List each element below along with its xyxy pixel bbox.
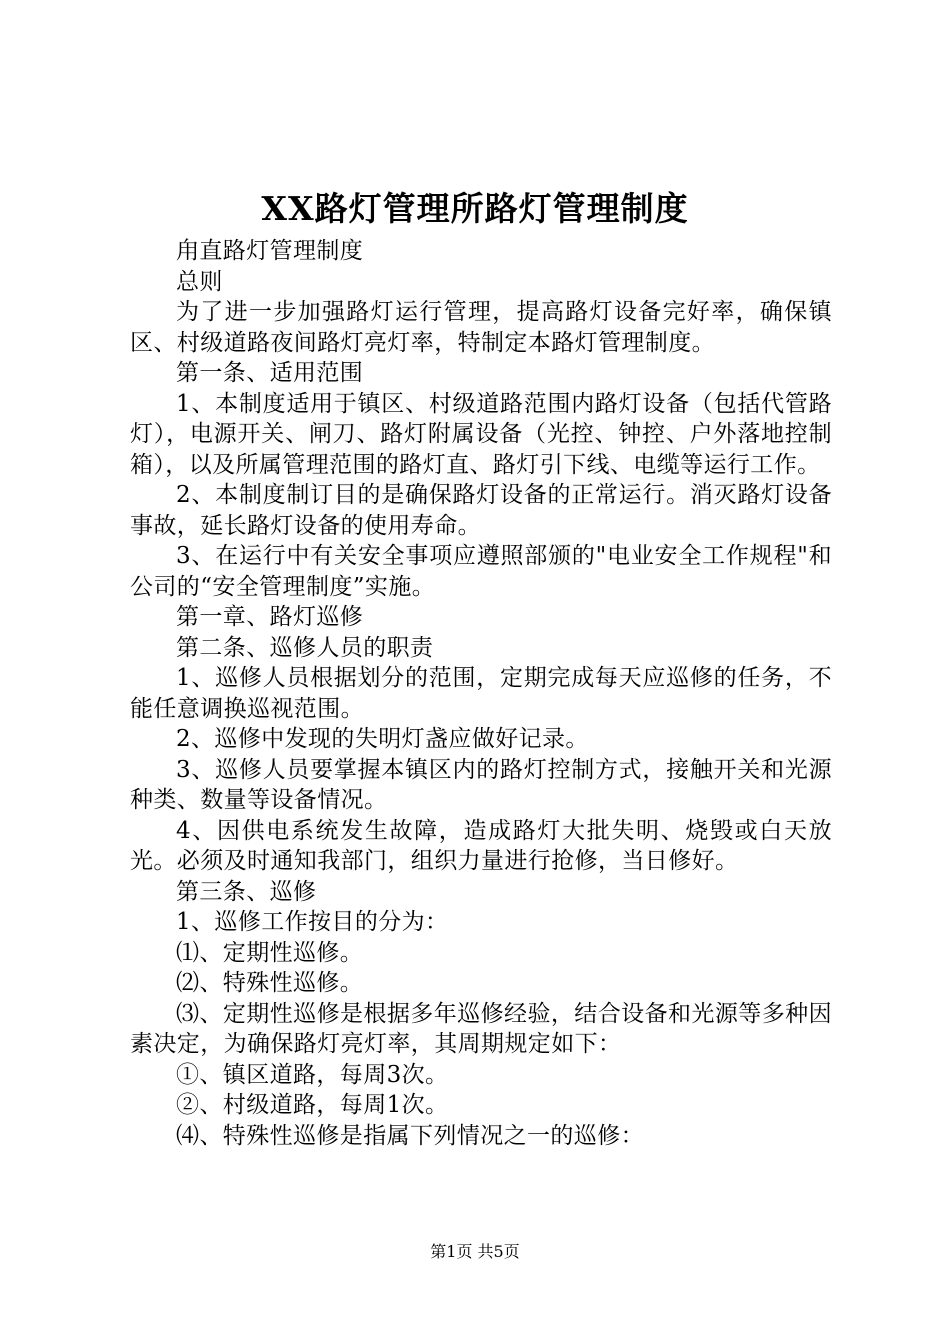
paragraph: 为了进一步加强路灯运行管理，提高路灯设备完好率，确保镇区、村级道路夜间路灯亮灯率，特制定本路灯管理制度。 <box>130 299 832 356</box>
paragraph: 甪直路灯管理制度 <box>176 238 364 264</box>
paragraph: 1、本制度适用于镇区、村级道路范围内路灯设备（包括代管路灯），电源开关、闸刀、路灯附属设备（光控、钟控、户外落地控制箱），以及所属管理范围的路灯直、路灯引下线、电缆等运行工作。 <box>130 390 832 478</box>
paragraph: ⑵、特殊性巡修。 <box>176 970 364 996</box>
paragraph: ②、村级道路，每周1次。 <box>176 1092 449 1118</box>
paragraph: 3、巡修人员要掌握本镇区内的路灯控制方式，接触开关和光源种类、数量等设备情况。 <box>130 756 832 813</box>
paragraph: 1、巡修工作按目的分为： <box>176 909 449 935</box>
paragraph: 第二条、巡修人员的职责 <box>176 634 434 661</box>
document-body <box>130 236 832 1151</box>
paragraph: 总则 <box>176 268 223 295</box>
paragraph: ⑶、定期性巡修是根据多年巡修经验，结合设备和光源等多种因素决定，为确保路灯亮灯率，其周期规定如下： <box>130 1000 832 1057</box>
paragraph: ⑴、定期性巡修。 <box>176 939 364 966</box>
paragraph: 2、巡修中发现的失明灯盏应做好记录。 <box>176 726 589 752</box>
paragraph: 第三条、巡修 <box>176 878 317 905</box>
paragraph: ⑷、特殊性巡修是指属下列情况之一的巡修： <box>176 1122 644 1149</box>
page-footer: 第1页 共5页 <box>430 1242 520 1261</box>
paragraph: ①、镇区道路，每周3次。 <box>176 1061 449 1088</box>
paragraph: 3、在运行中有关安全事项应遵照部颁的"电业安全工作规程"和公司的“安全管理制度”实施。 <box>130 543 832 600</box>
paragraph: 2、本制度制订目的是确保路灯设备的正常运行。消灭路灯设备事故，延长路灯设备的使用寿命。 <box>130 482 832 539</box>
paragraph: 1、巡修人员根据划分的范围，定期完成每天应巡修的任务，不能任意调换巡视范围。 <box>130 665 832 722</box>
paragraph: 第一章、路灯巡修 <box>176 604 364 630</box>
paragraph: 第一条、适用范围 <box>176 360 364 386</box>
paragraph: 4、因供电系统发生故障，造成路灯大批失明、烧毁或白天放光。必须及时通知我部门，组织力量进行抢修，当日修好。 <box>130 817 832 874</box>
document-title: XX路灯管理所路灯管理制度 <box>261 189 689 228</box>
